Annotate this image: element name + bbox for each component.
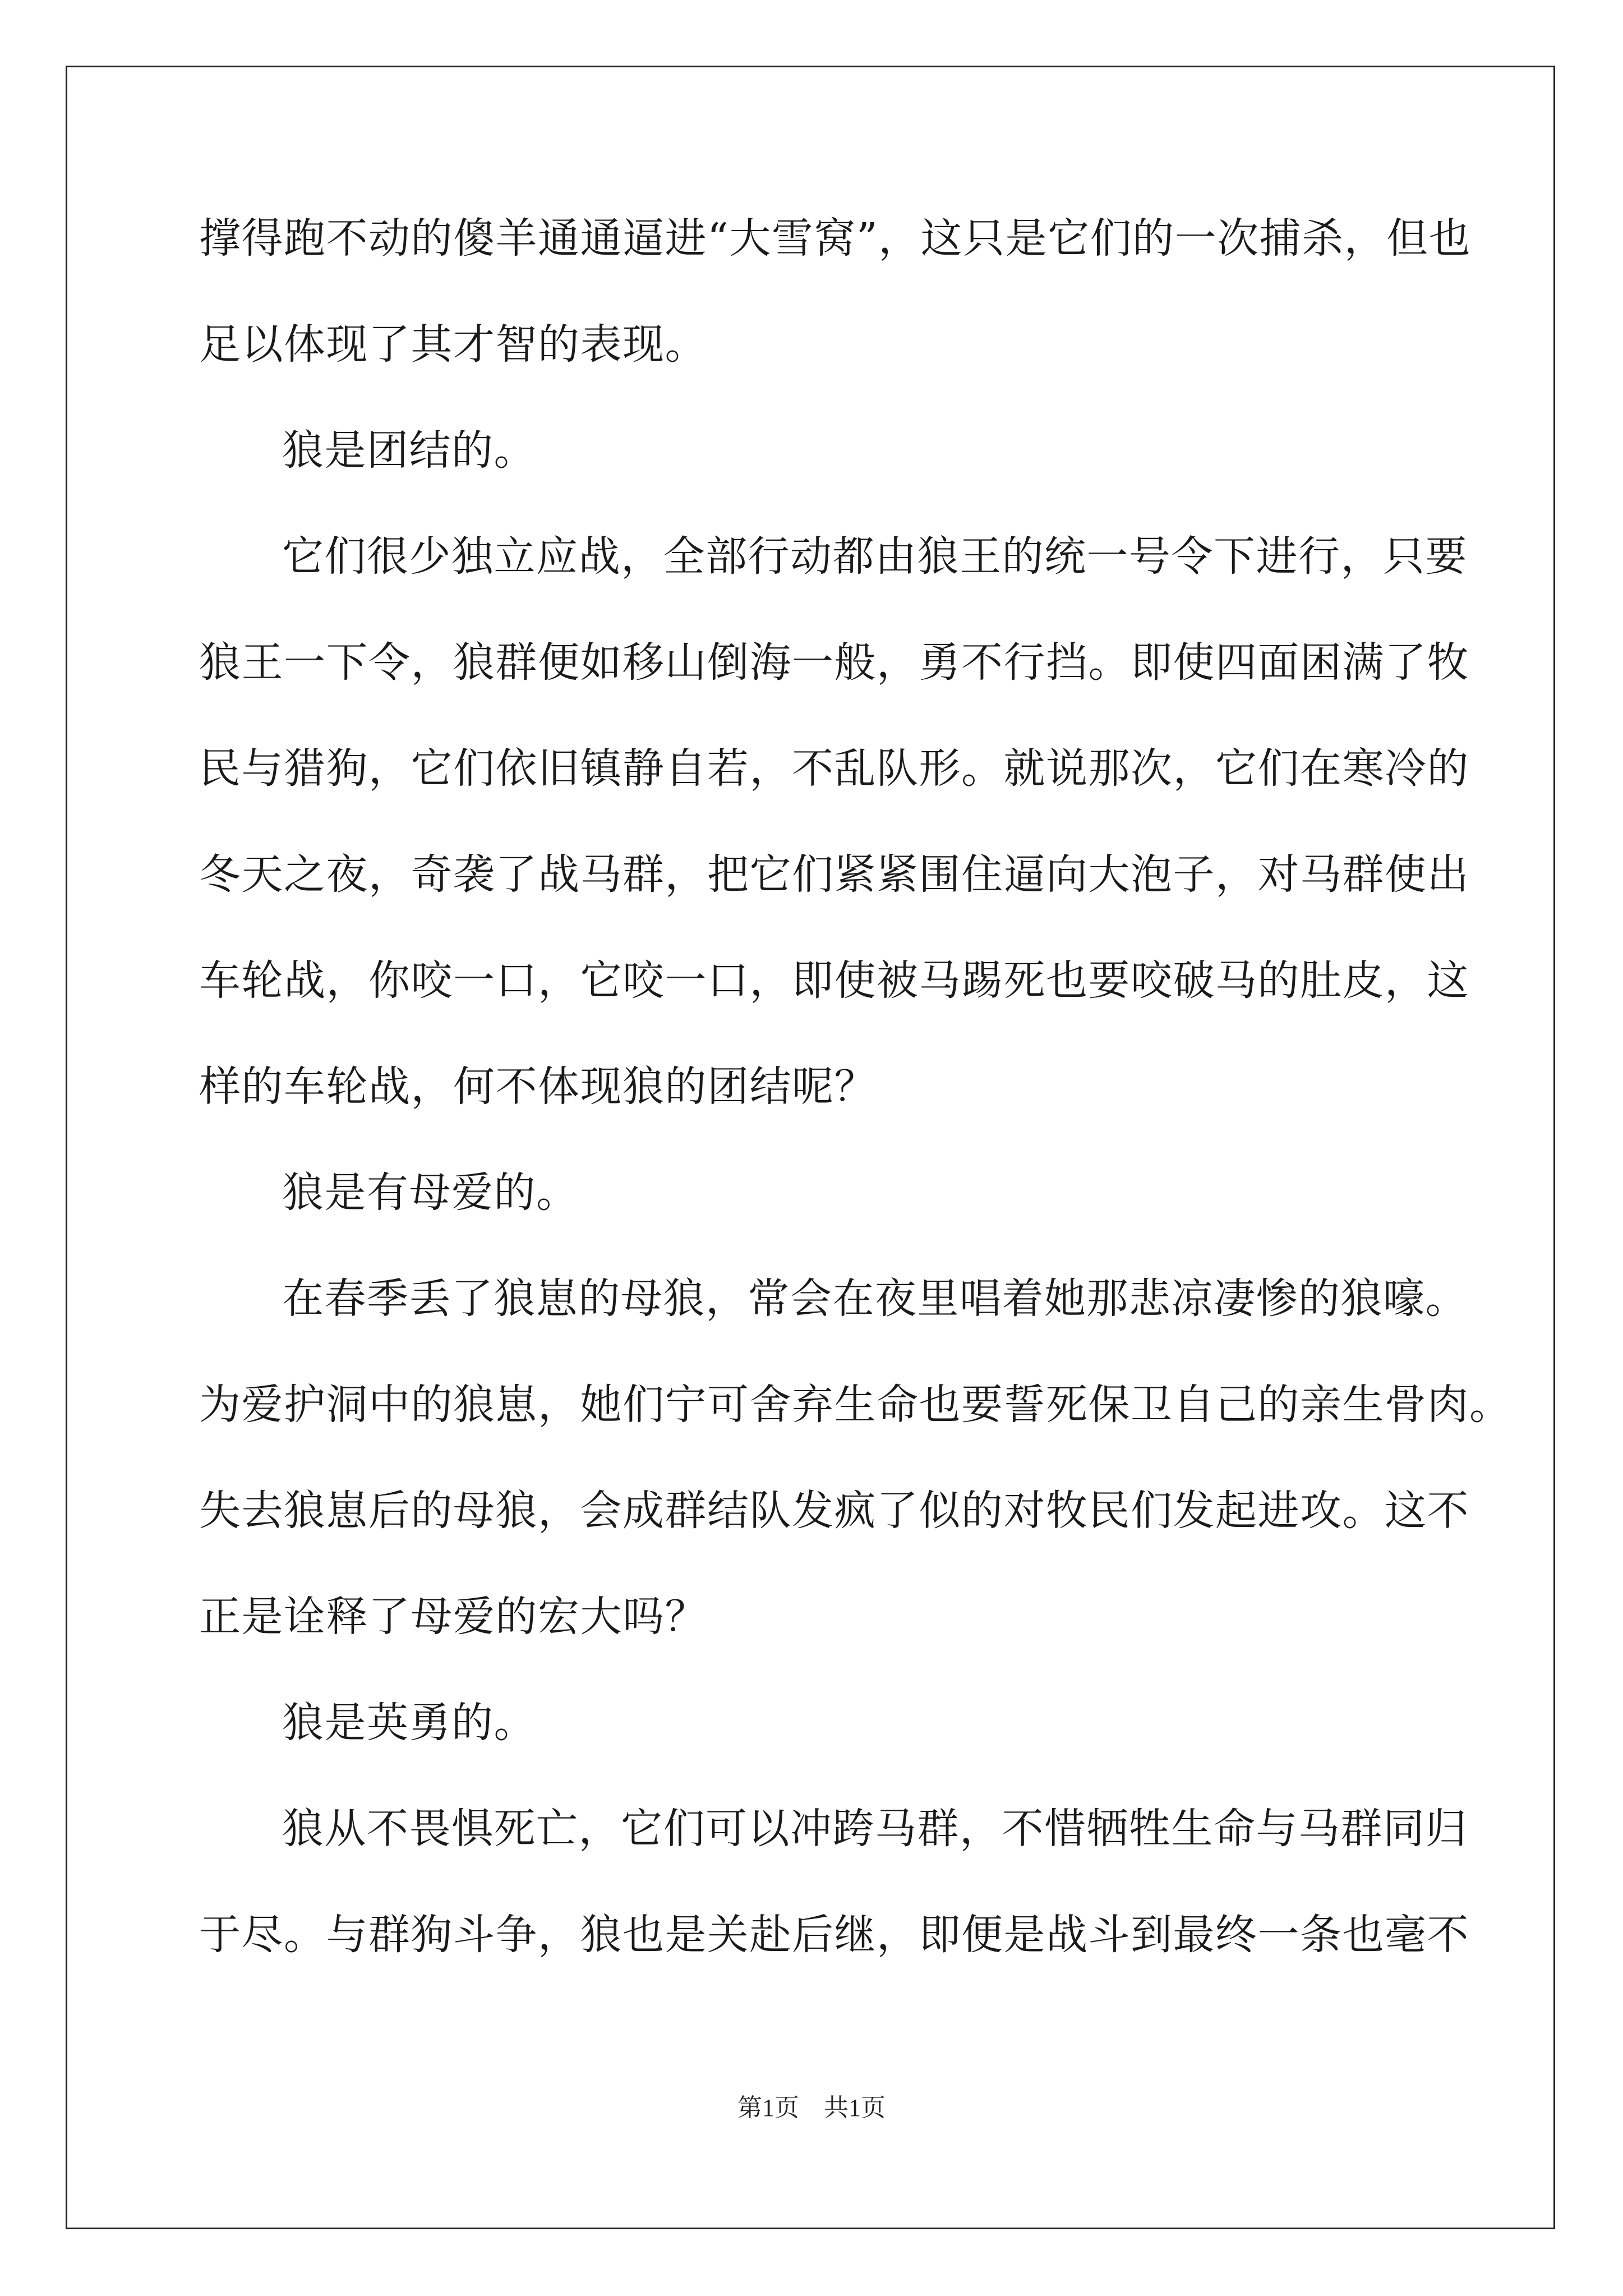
text-line: 在春季丢了狼崽的母狼，常会在夜里唱着她那悲凉凄惨的狼嚎。 (282, 1274, 1468, 1323)
text-line: 狼是有母爱的。 (282, 1168, 579, 1217)
text-line: 冬天之夜，奇袭了战马群，把它们紧紧围住逼向大泡子，对马群使出 (199, 850, 1469, 899)
text-line: 样的车轮战，何不体现狼的团结呢？ (199, 1062, 877, 1111)
text-line: 失去狼崽后的母狼，会成群结队发疯了似的对牧民们发起进攻。这不 (199, 1487, 1469, 1535)
text-line: 撑得跑不动的傻羊通通逼进“大雪窝”，这只是它们的一次捕杀，但也 (199, 214, 1472, 263)
text-line: 狼是英勇的。 (282, 1699, 536, 1747)
page-number-footer: 第1页 共1页 (737, 2094, 886, 2122)
text-line: 足以体现了其才智的表现。 (199, 320, 707, 369)
text-line: 车轮战，你咬一口，它咬一口，即使被马踢死也要咬破马的肚皮，这 (199, 956, 1469, 1005)
document-body (199, 212, 1512, 2014)
text-line: 狼从不畏惧死亡，它们可以冲跨马群，不惜牺牲生命与马群同归 (282, 1805, 1468, 1853)
text-line: 狼王一下令，狼群便如移山倒海一般，勇不行挡。即使四面困满了牧 (199, 638, 1469, 687)
text-line: 狼是团结的。 (282, 426, 536, 475)
text-line: 民与猎狗，它们依旧镇静自若，不乱队形。就说那次，它们在寒冷的 (199, 744, 1469, 793)
text-line: 它们很少独立应战，全部行动都由狼王的统一号令下进行，只要 (282, 532, 1468, 581)
text-line: 于尽。与群狗斗争，狼也是关赴后继，即便是战斗到最终一条也毫不 (199, 1911, 1469, 1959)
text-line: 为爱护洞中的狼崽，她们宁可舍弃生命也要誓死保卫自己的亲生骨肉。 (199, 1381, 1512, 1429)
text-line: 正是诠释了母爱的宏大吗？ (199, 1593, 707, 1641)
